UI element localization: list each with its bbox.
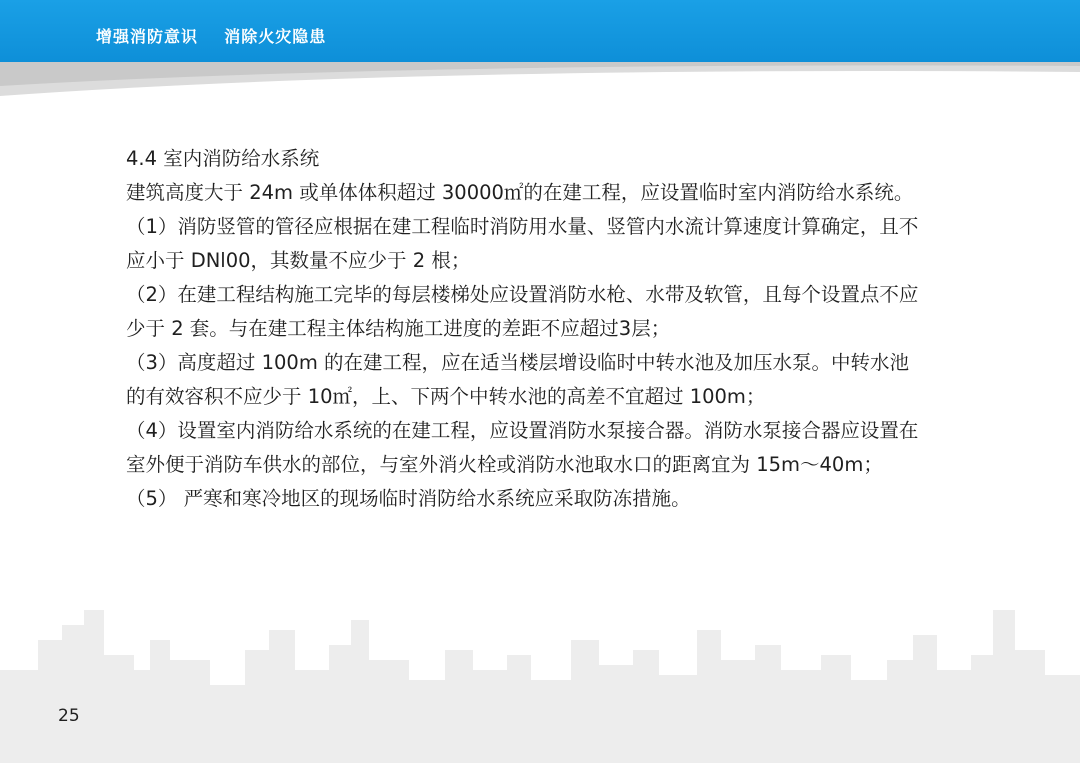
paragraph-item-4: （4）设置室内消防给水系统的在建工程，应设置消防水泵接合器。消防水泵接合器应设置在室外便于消防车供水的部位，与室外消火栓或消防水池取水口的距离宜为 15m～40m；	[126, 419, 919, 476]
paragraph-item-2: （2）在建工程结构施工完毕的每层楼梯处应设置消防水枪、水带及软管，且每个设置点不应少于 2 套。与在建工程主体结构施工进度的差距不应超过3层；	[126, 283, 919, 340]
paragraph-item-3: （3）高度超过 100m 的在建工程，应在适当楼层增设临时中转水池及加压水泵。中转水池的有效容积不应少于 10㎡，上、下两个中转水池的高差不宜超过 100m；	[126, 351, 910, 408]
paragraph-intro: 建筑高度大于 24m 或单体体积超过 30000㎡的在建工程，应设置临时室内消防给水系统。	[126, 181, 914, 204]
header-swoosh-decoration	[0, 56, 1080, 100]
section-heading: 4.4 室内消防给水系统	[126, 147, 320, 170]
city-skyline-decoration	[0, 600, 1080, 763]
content-area	[126, 142, 926, 516]
page-number: 25	[58, 706, 80, 726]
paragraph-item-5: （5） 严寒和寒冷地区的现场临时消防给水系统应采取防冻措施。	[126, 487, 691, 510]
header-bar	[0, 0, 1080, 62]
header-title: 增强消防意识 消除火灾隐患	[96, 27, 327, 46]
paragraph-item-1: （1）消防竖管的管径应根据在建工程临时消防用水量、竖管内水流计算速度计算确定，且不应小于 DNl00，其数量不应少于 2 根；	[126, 215, 919, 272]
